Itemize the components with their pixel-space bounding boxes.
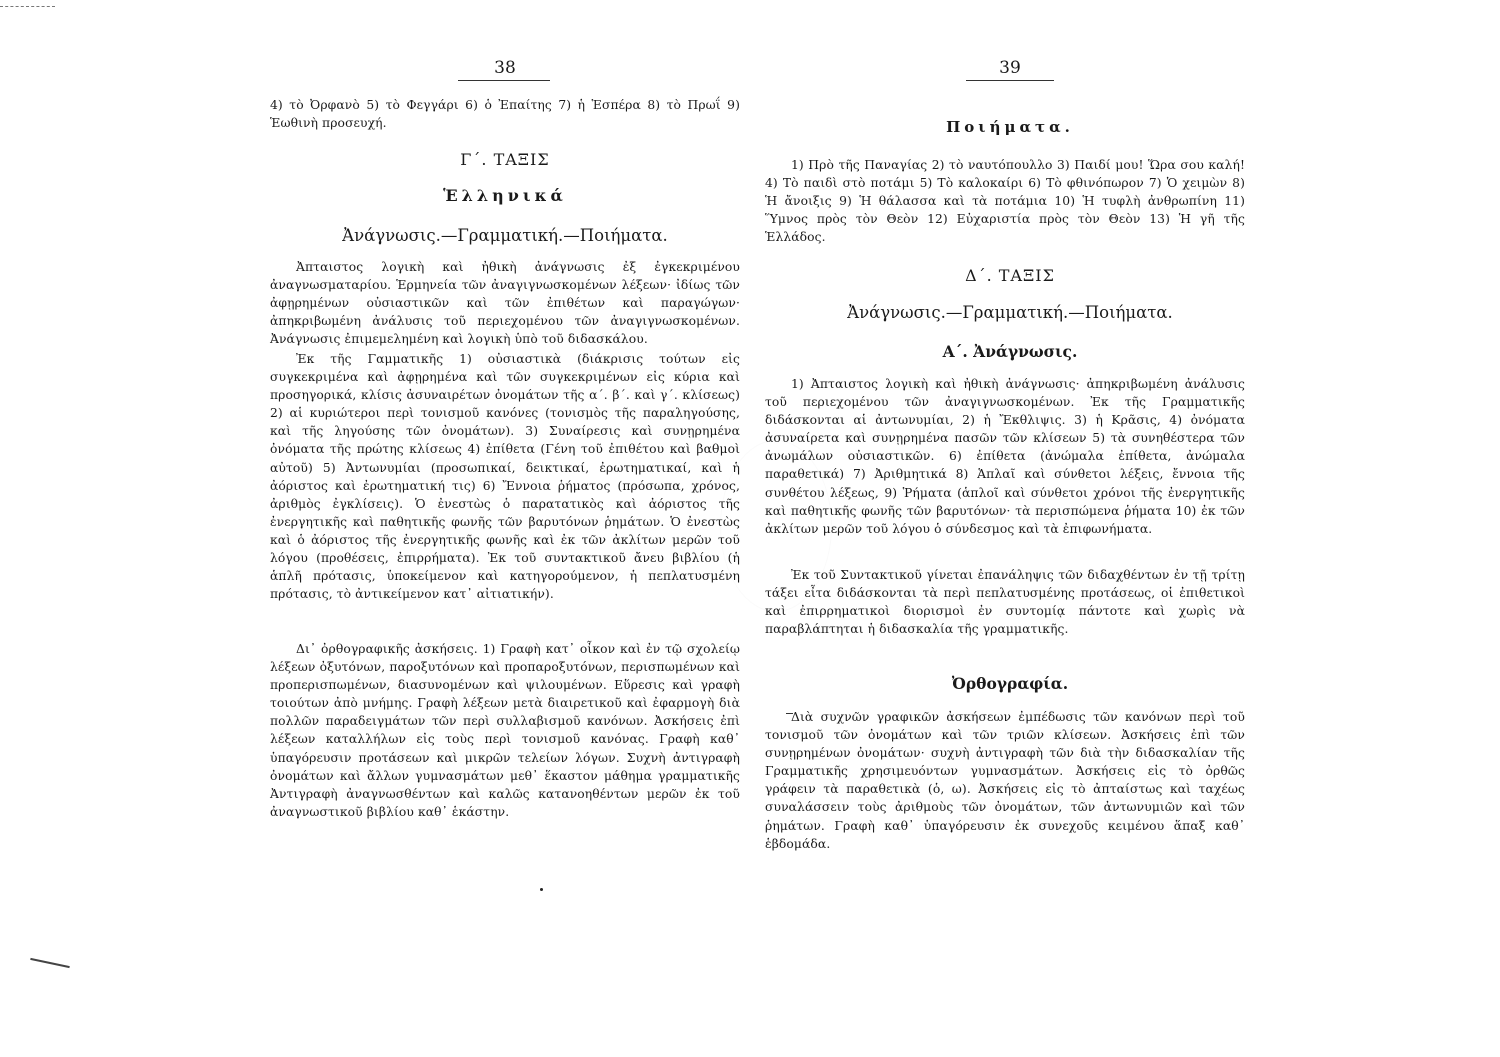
reading-heading: Α΄. Ἀνάγνωσις.	[942, 342, 1078, 361]
paragraph-reading: 1) Ἀπταιστος λογικὴ καὶ ἠθικὴ ἀνάγνωσις· ἀπηκριβωμένη ἀνάλυσις τοῦ περιεχομένου τῶν ἀναγιγνωσκομένων. Ἐκ τῆς Γραμματικῆς διδάσκονται αἱ ἀντωνυμίαι, 2) ἡ Ἔκθλιψις. 3) ἡ Κρᾶσις, 4) ὀνόματα ἀσυναίρετα καὶ συνῃρημένα πασῶν τῶν κλίσεων 5) τὰ συνηθέστερα τῶν ἀνωμάλων οὐσιαστικῶν. 6) ἐπίθετα (ἀνώμαλα ἐπίθετα, ἀνώμαλα παραθετικά) 7) Ἀριθμητικά 8) Ἁπλαῖ καὶ σύνθετοι λέξεις, ἔννοια τῆς συνθέτου λέξεως, 9) Ῥήματα (ἁπλοῖ καὶ σύνθετοι χρόνοι τῆς ἐνεργητικῆς καὶ παθητικῆς φωνῆς τῶν βαρυτόνων· τὰ περισπώμενα ῥήματα 10) ἐκ τῶν ἀκλίτων μερῶν τοῦ λόγου ὁ σύνδεσμος καὶ τὰ ἐπιφωνήματα.	[765, 377, 1245, 536]
page-number-rule	[966, 80, 1054, 83]
paragraph-orthography: Διὰ συχνῶν γραφικῶν ἀσκήσεων ἐμπέδωσις τῶν κανόνων περὶ τοῦ τονισμοῦ τῶν ὀνομάτων καὶ τῶν τριῶν κλίσεων. Ἀσκήσεις ἐπὶ τῶν συνῃρημένων ὀνομάτων· συχνὴ ἀντιγραφὴ τῶν διὰ τὴν διδασκαλίαν τῆς Γραμματικῆς χρησιμευόντων γυμνασμάτων. Ἀσκήσεις εἰς τὸ ὀρθῶς γράφειν τὰ παραθετικὰ (ὁ, ω). Ἀσκήσεις εἰς τὸ ἀπταίστως καὶ ταχέως συναλάσσειν τοὺς ἀριθμοὺς τῶν ὀνομάτων, τῶν ἀντωνυμιῶν καὶ τῶν ῥημάτων. Γραφὴ καθ᾽ ὑπαγόρευσιν ἐκ συνεχοῦς κειμένου ἅπαξ καθ᾽ ἑβδομάδα.	[765, 710, 1245, 851]
subject-heading: Ἑλληνικά	[443, 186, 567, 205]
intro-lines: 4) τὸ Ὀρφανὸ 5) τὸ Φεγγάρι 6) ὁ Ἐπαίτης 7) ἡ Ἑσπέρα 8) τὸ Πρωΐ 9) Ἑωθινὴ προσευχή.	[270, 98, 740, 131]
poems-list: 1) Πρὸ τῆς Παναγίας 2) τὸ ναυτόπουλλο 3) Παιδί μου! Ὥρα σου καλή! 4) Τὸ παιδὶ στὸ ποτάμι 5) Τὸ καλοκαίρι 6) Τὸ φθινόπωρον 7) Ὁ χειμὼν 8) Ἡ ἄνοιξις 9) Ἡ θάλασσα καὶ τὰ ποτάμια 10) Ἡ τυφλὴ ἀνθρωπίνη 11) Ὕμνος πρὸς τὸν Θεὸν 12) Εὐχαριστία πρὸς τὸν Θεὸν 13) Ἡ γῆ τῆς Ἑλλάδος.	[765, 158, 1245, 245]
page-number-rule	[458, 80, 550, 83]
poems-heading: Ποιήματα.	[946, 118, 1074, 136]
paragraph-syntax: Ἐκ τοῦ Συντακτικοῦ γίνεται ἐπανάληψις τῶν διδαχθέντων ἐν τῇ τρίτῃ τάξει εἶτα διδάσκονται τὰ περὶ πεπλατυσμένης προτάσεως, οἱ ἐπιθετικοὶ καὶ ἐπιρρηματικοὶ διορισμοὶ ἐν συντομίᾳ πάντοτε καὶ χωρὶς νὰ παραβλάπτηται ἡ διδασκαλία τῆς γραμματικῆς.	[765, 568, 1245, 637]
section-heading: Ἀνάγνωσις.—Γραμματική.—Ποιήματα.	[847, 303, 1173, 322]
scan-corner-mark	[0, 0, 55, 7]
ink-speck	[540, 888, 543, 891]
paragraph-grammar: Ἐκ τῆς Γαμματικῆς 1) οὐσιαστικὰ (διάκρισις τούτων εἰς συγκεκριμένα καὶ ἀφῃρημένα καὶ τῶν συγκεκριμένων εἰς κύρια καὶ προσηγορικά, κλίσις ἀσυναιρέτων ὀνομάτων τῆς α΄. β΄. καὶ γ΄. κλίσεως) 2) αἱ κυριώτεροι περὶ τονισμοῦ κανόνες (τονισμὸς τῆς παραληγούσης, καὶ τῆς ληγούσης τῶν ὀνομάτων). 3) Συναίρεσις καὶ συνῃρημένα ὀνόματα τῆς πρώτης κλίσεως 4) ἐπίθετα (Γένη τοῦ ἐπιθέτου καὶ βαθμοὶ αὐτοῦ) 5) Ἀντωνυμίαι (προσωπικαί, δεικτικαί, ἐρωτηματικαί, καὶ ἡ ἀόριστος καὶ ἐρωτηματική τις) 6) Ἔννοια ῥήματος (πρόσωπα, χρόνος, ἀριθμὸς ἐγκλίσεις). Ὁ ἐνεστὼς ὁ παρατατικὸς καὶ ἀόριστος τῆς ἐνεργητικῆς καὶ παθητικῆς φωνῆς τῶν βαρυτόνων ῥημάτων. Ὁ ἐνεστὼς καὶ ὁ ἀόριστος τῆς ἐνεργητικῆς φωνῆς καὶ ἐκ τῶν ἀκλίτων μερῶν τοῦ λόγου (προθέσεις, ἐπιρρήματα). Ἐκ τοῦ συντακτικοῦ ἄνευ βιβλίου (ἡ ἁπλῆ πρότασις, ὑποκείμενον καὶ κατηγορούμενον, ἡ πεπλατυσμένη πρότασις, τὸ ἀντικείμενον κατ᾽ αἰτιατικήν).	[270, 352, 740, 602]
scan-edge-mark	[30, 958, 70, 968]
page-number: 38	[494, 58, 516, 78]
paragraph-orthography: Δι᾽ ὀρθογραφικῆς ἀσκήσεις. 1) Γραφὴ κατ᾽ οἶκον καὶ ἐν τῷ σχολείῳ λέξεων ὀξυτόνων, παροξυτόνων καὶ προπαροξυτόνων, περισπωμένων καὶ προπερισπωμένων, διασυνομένων καὶ ψιλουμένων. Εὕρεσις καὶ γραφὴ τοιούτων ἀπὸ μνήμης. Γραφὴ λέξεων μετὰ διαιρετικοῦ καὶ ἐφαρμογὴ διὰ πολλῶν παραδειγμάτων τῶν περὶ συλλαβισμοῦ κανόνων. Ἀσκήσεις ἐπὶ λέξεων καταλλήλων εἰς τοὺς περὶ τονισμοῦ κανόνας. Γραφὴ καθ᾽ ὑπαγόρευσιν προτάσεων καὶ μικρῶν τελείων λόγων. Συχνὴ ἀντιγραφὴ ὀνομάτων καὶ ἄλλων γυμνασμάτων μεθ᾽ ἕκαστον μάθημα γραμματικῆς Ἀντιγραφὴ ἀναγνωσθέντων καὶ καλῶς κατανοηθέντων μερῶν ἐκ τοῦ ἀναγνωστικοῦ βιβλίου καθ᾽ ἑκάστην.	[270, 642, 740, 819]
paragraph-reading: Ἀπταιστος λογικὴ καὶ ἠθικὴ ἀνάγνωσις ἐξ ἐγκεκριμένου ἀναγνωσματαρίου. Ἑρμηνεία τῶν ἀναγιγνωσκομένων λέξεων· ἰδίως τῶν ἀφῃρημένων οὐσιαστικῶν καὶ τῶν ἐπιθέτων καὶ παραγώγων· ἀπηκριβωμένη ἀνάλυσις τοῦ περιεχομένου τῶν ἀναγιγνωσκομένων. Ἀνάγνωσις ἐπιμεμελημένη καὶ λογικὴ ὑπὸ τοῦ διδασκάλου.	[270, 260, 740, 347]
class-heading: Γ΄. ΤΑΞΙΣ	[460, 150, 550, 169]
page-number: 39	[999, 58, 1021, 78]
class-heading: Δ΄. ΤΑΞΙΣ	[965, 266, 1055, 285]
section-heading: Ἀνάγνωσις.—Γραμματική.—Ποιήματα.	[342, 226, 668, 245]
orthography-heading: Ὀρθογραφία.	[951, 674, 1069, 693]
